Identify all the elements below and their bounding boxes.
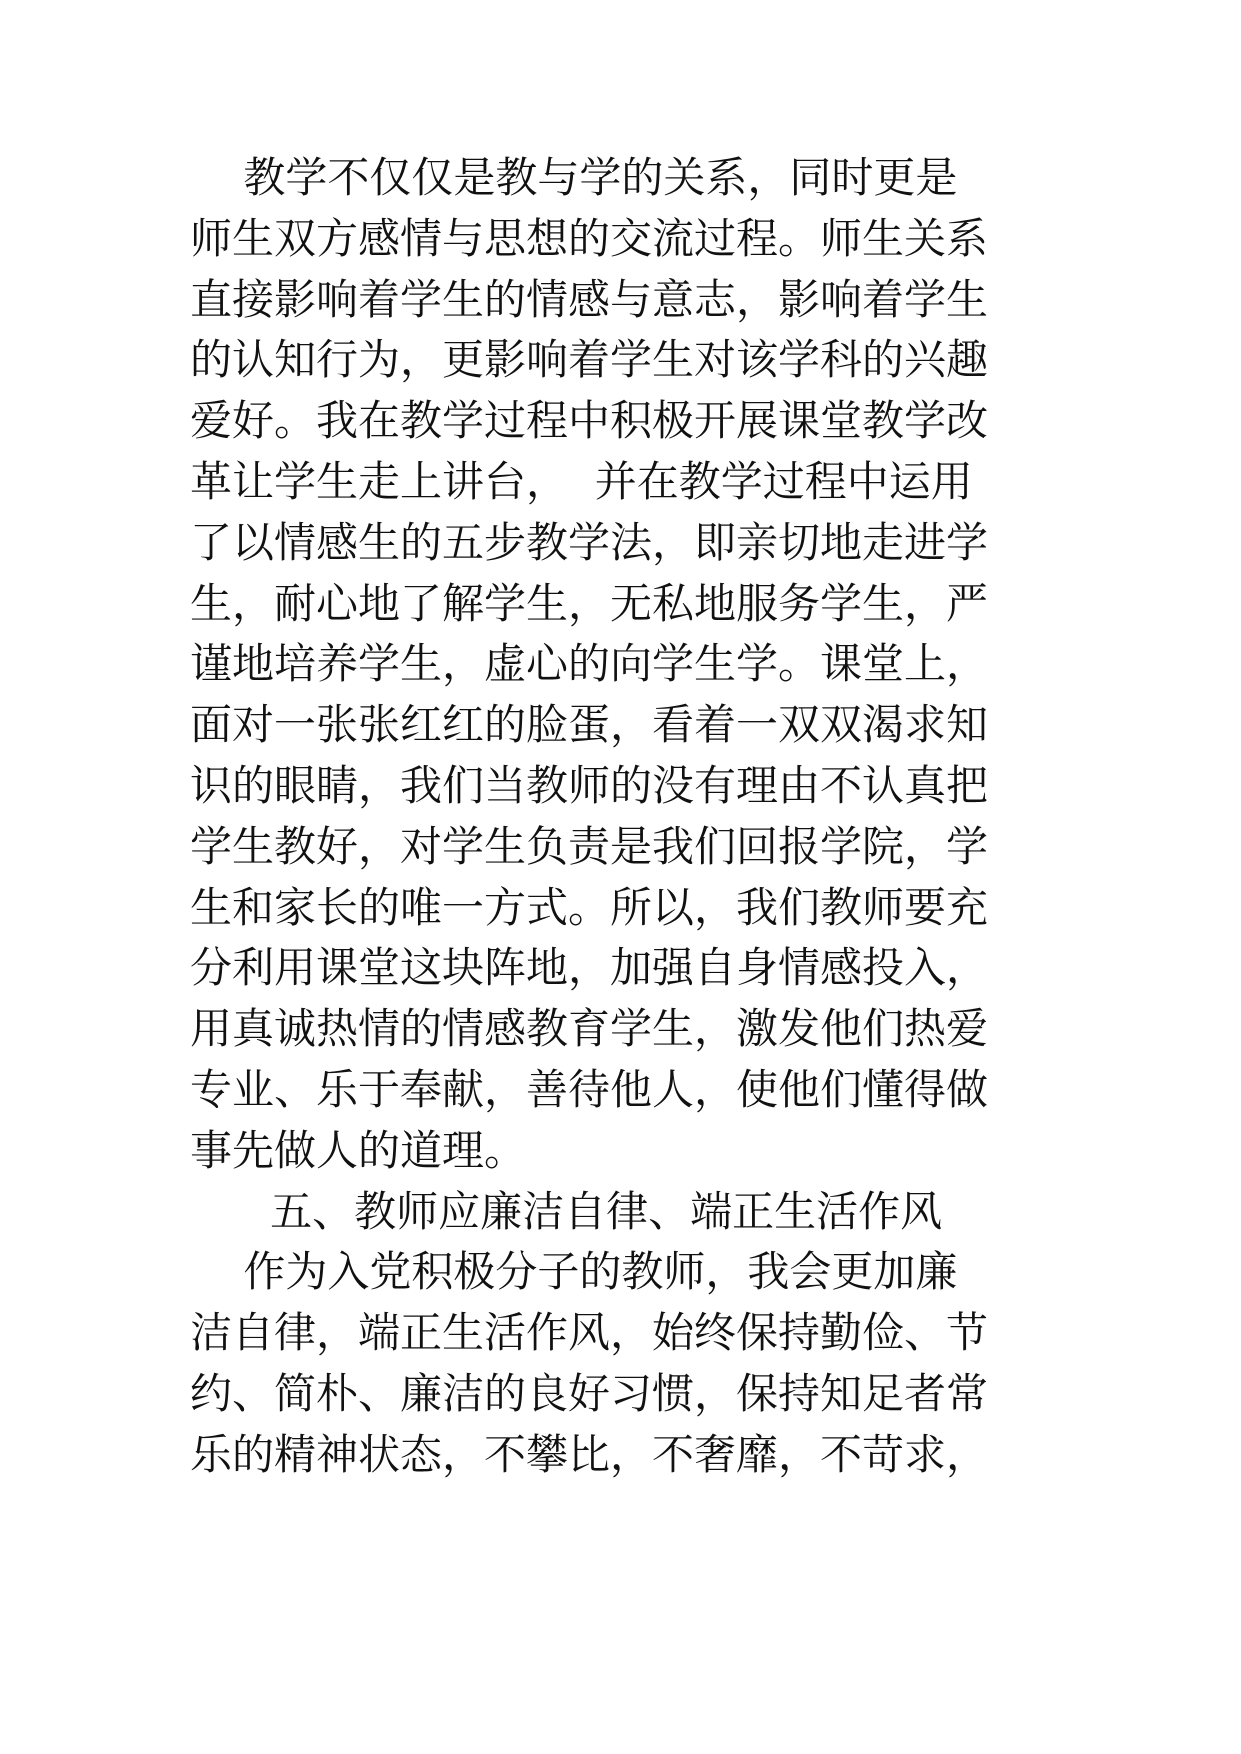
text-line: 识的眼睛，我们当教师的没有理由不认真把 xyxy=(190,760,989,810)
text-line: 师生双方感情与思想的交流过程。师生关系 xyxy=(190,213,989,263)
text-line: 革让学生走上讲台， 并在教学过程中运用 xyxy=(190,456,973,506)
text-line: 教学不仅仅是教与学的关系，同时更是 xyxy=(190,153,958,202)
text-line: 洁自律，端正生活作风，始终保持勤俭、节 xyxy=(190,1308,989,1358)
text-line: 专业、乐于奉献，善待他人，使他们懂得做 xyxy=(190,1064,989,1114)
text-line: 了以情感生的五步教学法，即亲切地走进学 xyxy=(190,517,989,567)
body-text xyxy=(190,148,1090,1486)
text-line: 事先做人的道理。 xyxy=(190,1125,527,1175)
text-line: 约、简朴、廉洁的良好习惯，保持知足者常 xyxy=(190,1368,989,1418)
text-line: 的认知行为，更影响着学生对该学科的兴趣 xyxy=(190,335,989,385)
text-line: 直接影响着学生的情感与意志，影响着学生 xyxy=(190,274,989,324)
text-line: 谨地培养学生，虚心的向学生学。课堂上， xyxy=(190,639,989,689)
text-line: 用真诚热情的情感教育学生，激发他们热爱 xyxy=(190,1004,989,1054)
text-line: 分利用课堂这块阵地，加强自身情感投入， xyxy=(190,943,989,993)
text-line: 爱好。我在教学过程中积极开展课堂教学改 xyxy=(190,396,989,446)
text-line: 学生教好，对学生负责是我们回报学院，学 xyxy=(190,821,989,871)
text-line: 面对一张张红红的脸蛋，看着一双双渴求知 xyxy=(190,700,989,750)
text-line: 作为入党积极分子的教师，我会更加廉 xyxy=(190,1247,958,1297)
text-line: 生和家长的唯一方式。所以，我们教师要充 xyxy=(190,882,989,932)
text-line: 乐的精神状态，不攀比，不奢靡，不苛求， xyxy=(190,1429,989,1479)
section-heading: 五、教师应廉洁自律、端正生活作风 xyxy=(190,1186,943,1236)
text-line: 生，耐心地了解学生，无私地服务学生，严 xyxy=(190,578,989,628)
